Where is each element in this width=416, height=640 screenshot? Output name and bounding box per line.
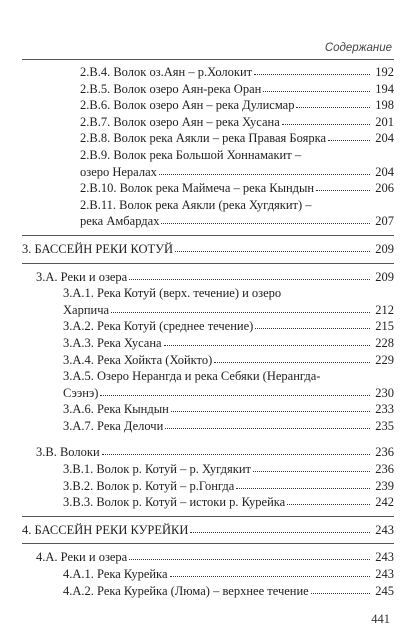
toc-entry [22, 81, 394, 98]
toc-entry-continuation [22, 164, 394, 181]
toc-entry [22, 418, 394, 435]
toc-entry-text: 3.А.1. Река Котуй (верх. течение) и озеро [63, 286, 282, 301]
toc-entry-text: 3.В.1. Волок р. Котуй – р. Хугдякит [63, 462, 252, 477]
toc-entry-text: 3.А. Реки и озера [36, 269, 128, 284]
dot-leader [165, 419, 370, 429]
dot-leader [236, 479, 370, 489]
toc-entry-page: 192 [375, 65, 394, 79]
toc-entry-text: 2.В.10. Волок река Маймеча – река Кындын [80, 181, 315, 196]
toc-entry [22, 401, 394, 418]
dot-leader [175, 242, 370, 252]
toc-entry-page: 243 [375, 567, 394, 582]
toc-entry [22, 583, 394, 600]
toc-entry-continuation [22, 385, 394, 402]
toc-entry-page: 206 [375, 181, 394, 196]
toc-entry-text: 4. БАССЕЙН РЕКИ КУРЕЙКИ [22, 522, 189, 537]
toc-entry-text: 3.А.3. Река Хусана [63, 335, 162, 350]
toc-entry-text: 2.В.5. Волок озеро Аян-река Оран [80, 81, 262, 96]
toc-entry-text: Харпича [63, 302, 110, 317]
toc-chapter [22, 241, 394, 258]
dot-leader [316, 181, 370, 191]
section-rule [22, 543, 394, 544]
toc-entry [22, 285, 394, 302]
toc-entry [22, 461, 394, 478]
toc-entry-text: 3.В.2. Волок р. Котуй – р.Гонгда [63, 478, 235, 493]
toc-entry-continuation [22, 213, 394, 230]
toc-entry-text: 4.А.1. Река Курейка [63, 567, 168, 582]
toc-entry [22, 114, 394, 131]
toc-entry [22, 478, 394, 495]
toc-entry-page: 204 [375, 131, 394, 146]
toc-entry-text: 3. БАССЕЙН РЕКИ КОТУЙ [22, 241, 174, 256]
toc-entry-page: 207 [375, 214, 394, 229]
section-rule [22, 516, 394, 517]
dot-leader [311, 584, 370, 594]
dot-leader [159, 165, 370, 175]
toc-entry [22, 97, 394, 114]
dot-leader [282, 115, 370, 125]
spacer [22, 434, 394, 444]
toc-entry-text: 3.А.7. Река Делочи [63, 418, 164, 433]
toc-entry-page: 194 [375, 81, 394, 96]
toc-entry-text: 4.А. Реки и озера [36, 550, 128, 565]
toc-entry-page: 236 [375, 445, 394, 460]
header-rule [22, 59, 394, 60]
toc-entry-page: 228 [375, 335, 394, 350]
dot-leader [190, 523, 370, 533]
toc-entry [22, 197, 394, 214]
dot-leader [254, 65, 370, 75]
toc-entry-page: 204 [375, 164, 394, 179]
dot-leader [129, 550, 370, 560]
toc-entry-page: 229 [375, 352, 394, 367]
dot-leader [170, 567, 371, 577]
dot-leader [161, 214, 370, 224]
page-number: 441 [371, 612, 390, 626]
dot-leader [214, 353, 370, 363]
toc-entry-page: 212 [375, 302, 394, 317]
toc-entry-page: 242 [375, 495, 394, 510]
dot-leader [255, 319, 370, 329]
section-rule [22, 263, 394, 264]
dot-leader [296, 98, 370, 108]
toc-entry [22, 335, 394, 352]
toc-entry-page: 235 [375, 418, 394, 433]
toc-entry-text: озеро Нералах [80, 164, 157, 179]
toc-entry [22, 494, 394, 511]
toc-entry-text: 4.А.2. Река Курейка (Люма) – верхнее течение [63, 583, 309, 598]
toc-entry-text: 3.А.2. Река Котуй (среднее течение) [63, 319, 254, 334]
toc-entry-page: 198 [375, 98, 394, 113]
toc-entry [22, 130, 394, 147]
toc-entry-page: 209 [375, 241, 394, 256]
toc-entry-page: 233 [375, 402, 394, 417]
toc-entry-page: 201 [375, 114, 394, 129]
toc-entry [22, 352, 394, 369]
toc-entry-text: 2.В.6. Волок озеро Аян – река Дулисмар [80, 98, 295, 113]
toc-entry [22, 180, 394, 197]
dot-leader [253, 462, 370, 472]
toc-entry-page: 236 [375, 462, 394, 477]
dot-leader [102, 445, 370, 455]
toc-entry-text: 3.В.3. Волок р. Котуй – истоки р. Курейка [63, 495, 286, 510]
toc-entry-continuation [22, 302, 394, 319]
toc-entry-text: 2.В.8. Волок река Аякли – река Правая Боярка [80, 131, 327, 146]
toc-entry-page: 245 [375, 583, 394, 598]
dot-leader [111, 303, 370, 313]
toc-entry-page: 243 [375, 550, 394, 565]
toc-entry-text: 3.А.4. Река Хойкта (Хойкто) [63, 352, 213, 367]
toc-entry-text: 2.В.4. Волок оз.Аян – р.Холокит [80, 65, 253, 79]
dot-leader [287, 495, 370, 505]
toc-entry [22, 368, 394, 385]
toc-entry-text: 2.В.11. Волок река Аякли (река Хугдякит) – [80, 197, 312, 212]
toc-entry-text: 2.В.7. Волок озеро Аян – река Хусана [80, 114, 280, 129]
toc-entry-text: 3.А.5. Озеро Нерангда и река Себяки (Нерангда- [63, 369, 321, 384]
dot-leader [263, 82, 370, 92]
toc-entry-text: река Амбардах [80, 214, 160, 229]
toc-entry-text: 2.В.9. Волок река Большой Хоннамакит – [80, 147, 302, 162]
dot-leader [328, 131, 370, 141]
toc-entry [22, 566, 394, 583]
toc-entry-page: 243 [375, 522, 394, 537]
toc-entry-text: 3.А.6. Река Кындын [63, 402, 169, 417]
running-header-title: Содержание [324, 42, 392, 54]
toc-entry [22, 64, 394, 81]
toc-entry-page: 230 [375, 385, 394, 400]
toc-entry-page: 215 [375, 319, 394, 334]
dot-leader [129, 270, 370, 280]
toc-chapter [22, 522, 394, 539]
dot-leader [171, 402, 370, 412]
toc-section [22, 444, 394, 461]
table-of-contents [22, 64, 394, 599]
toc-entry [22, 147, 394, 164]
section-rule [22, 235, 394, 236]
toc-entry-text: 3.В. Волоки [36, 445, 100, 460]
toc-entry-text: Сээнэ) [63, 385, 99, 400]
toc-section [22, 549, 394, 566]
toc-entry-page: 239 [375, 478, 394, 493]
dot-leader [100, 386, 370, 396]
toc-entry [22, 318, 394, 335]
toc-section [22, 269, 394, 286]
dot-leader [164, 336, 370, 346]
toc-entry-page: 209 [375, 269, 394, 284]
